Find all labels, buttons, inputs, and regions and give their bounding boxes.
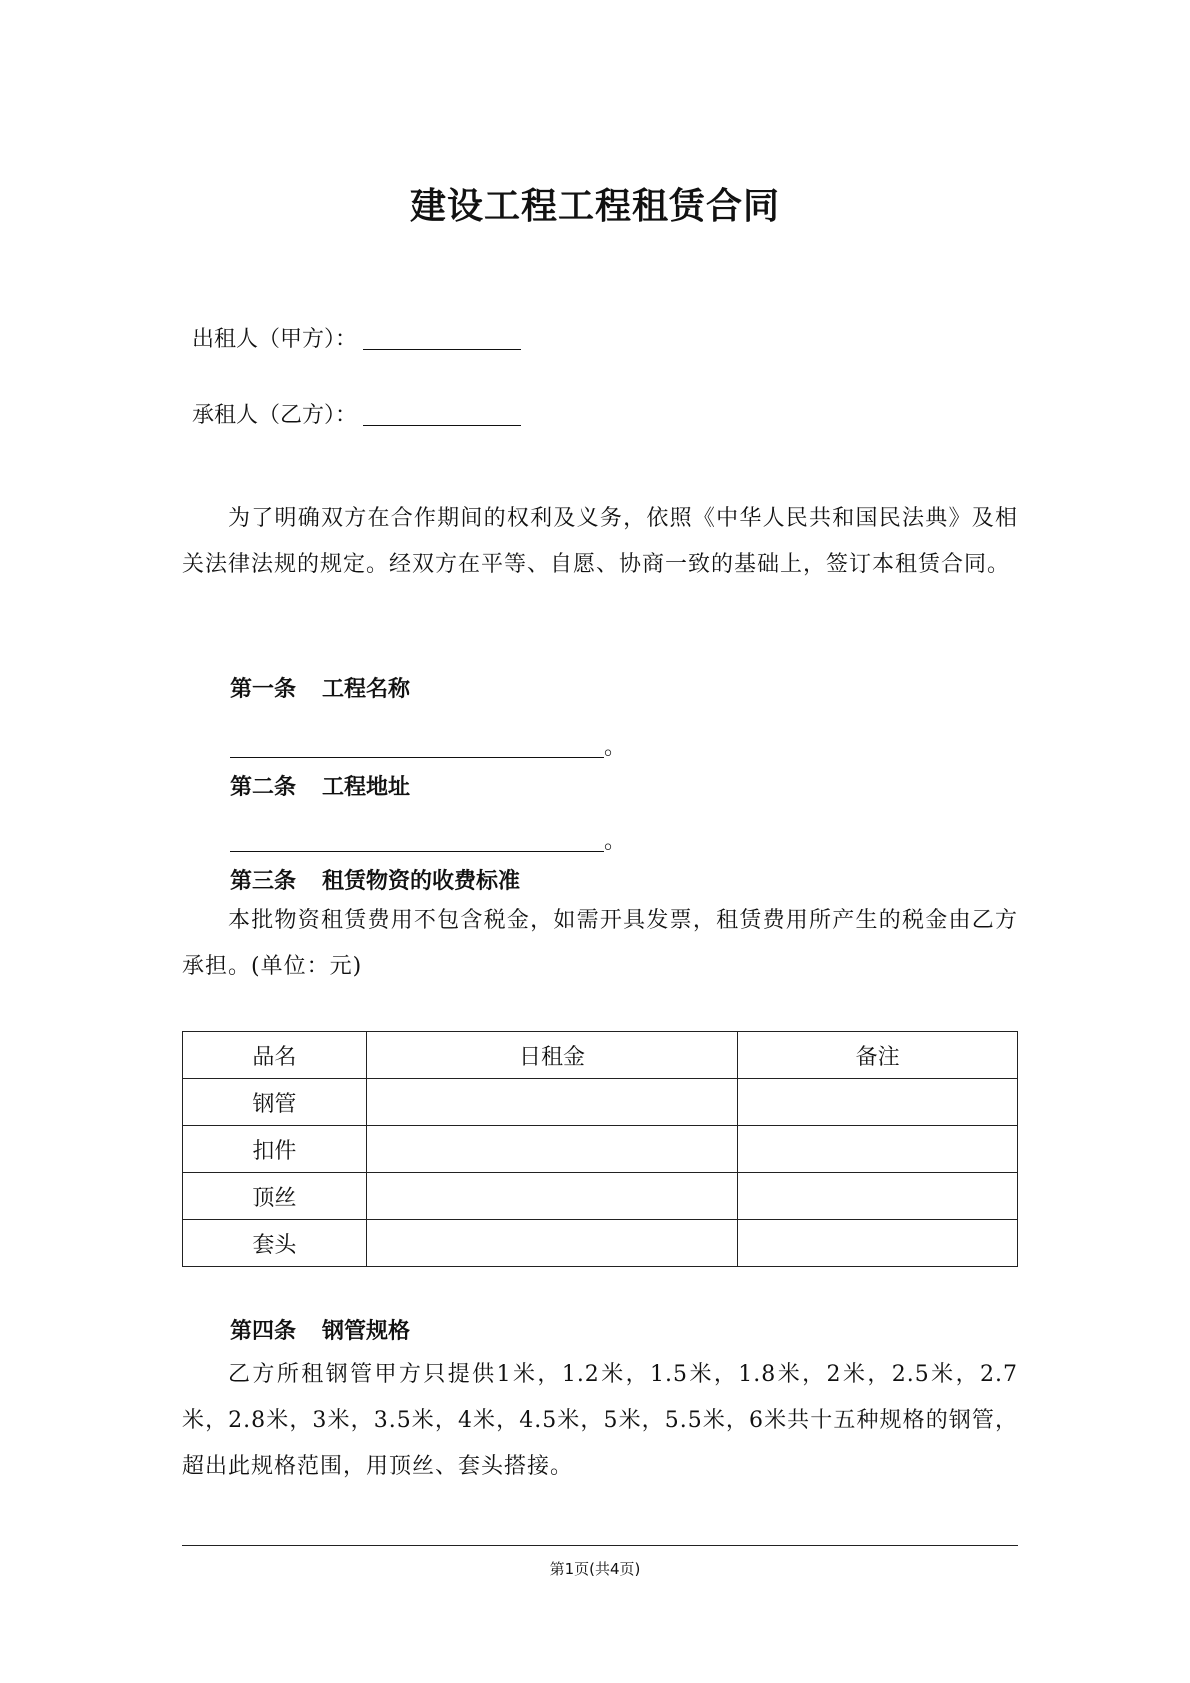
lessee-label: 承租人（乙方）：: [192, 403, 358, 428]
article2-suffix: 。: [604, 829, 627, 854]
lessor-label: 出租人（甲方）：: [192, 327, 358, 352]
cell-daily-rent: [366, 1173, 738, 1220]
header-item-name: 品名: [183, 1032, 367, 1079]
lessee-blank: [363, 403, 521, 426]
cell-daily-rent: [366, 1079, 738, 1126]
header-remarks: 备注: [738, 1032, 1018, 1079]
article1-fill: [230, 730, 626, 761]
article4-body: 乙方所租钢管甲方只提供1米，1.2米，1.5米，1.8米，2米，2.5米，2.7米，2.8米，3米，3.5米，4米，4.5米，5米，5.5米，6米共十五种规格的钢管，超出此规格范围，用顶丝、套头搭接。: [182, 1362, 1018, 1479]
table-header-row: [183, 1032, 1018, 1079]
cell-item-name: 扣件: [183, 1126, 367, 1173]
article4-num: 第四条: [230, 1319, 297, 1344]
article2-title: 工程地址: [322, 775, 411, 800]
intro-paragraph: 为了明确双方在合作期间的权利及义务，依照《中华人民共和国民法典》及相关法律法规的规定。经双方在平等、自愿、协商一致的基础上，签订本租赁合同。: [182, 506, 1018, 577]
article1-heading: [230, 672, 410, 703]
article4-heading: [230, 1314, 410, 1345]
cell-remarks: [738, 1079, 1018, 1126]
rental-fee-table: [182, 1031, 1018, 1267]
cell-item-name: 顶丝: [183, 1173, 367, 1220]
article2-fill: [230, 824, 626, 855]
article3-body: 本批物资租赁费用不包含税金，如需开具发票，租赁费用所产生的税金由乙方承担。(单位：元): [182, 908, 1018, 979]
project-name-blank: [230, 735, 604, 758]
cell-remarks: [738, 1173, 1018, 1220]
article3-heading: [230, 864, 520, 895]
article1-suffix: 。: [604, 735, 627, 760]
article2-num: 第二条: [230, 775, 297, 800]
lessor-blank: [363, 327, 521, 350]
cell-remarks: [738, 1126, 1018, 1173]
cell-item-name: 套头: [183, 1220, 367, 1267]
lessee-line: [192, 398, 521, 429]
cell-remarks: [738, 1220, 1018, 1267]
article1-num: 第一条: [230, 677, 297, 702]
article3-num: 第三条: [230, 869, 297, 894]
cell-daily-rent: [366, 1126, 738, 1173]
lessor-line: [192, 322, 521, 353]
table-row: [183, 1079, 1018, 1126]
document-title: 建设工程工程租赁合同: [409, 186, 780, 227]
table-row: [183, 1173, 1018, 1220]
article2-heading: [230, 770, 410, 801]
footer-divider: [182, 1545, 1018, 1546]
cell-item-name: 钢管: [183, 1079, 367, 1126]
table-row: [183, 1220, 1018, 1267]
cell-daily-rent: [366, 1220, 738, 1267]
article1-title: 工程名称: [322, 677, 411, 702]
page-number: 第1页(共4页): [549, 1560, 641, 1578]
table-row: [183, 1126, 1018, 1173]
project-address-blank: [230, 829, 604, 852]
header-daily-rent: 日租金: [366, 1032, 738, 1079]
article4-title: 钢管规格: [322, 1319, 411, 1344]
article3-title: 租赁物资的收费标准: [322, 869, 521, 894]
